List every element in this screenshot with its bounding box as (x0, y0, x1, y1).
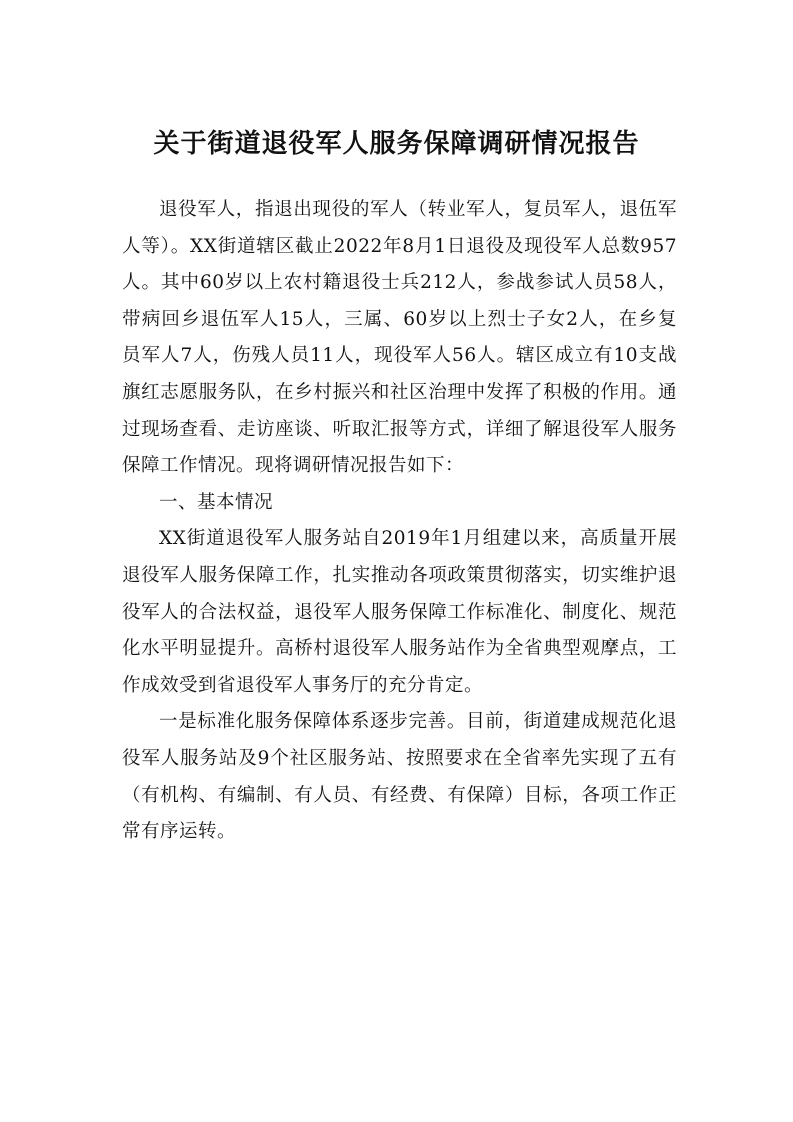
section-heading-basic: 一、基本情况 (159, 491, 274, 513)
document-body (122, 192, 677, 851)
document-title: 关于街道退役军人服务保障调研情况报告 (153, 129, 640, 159)
paragraph-intro: 退役军人，指退出现役的军人（转业军人，复员军人，退伍军人等）。XX街道辖区截止2022年8月1日退役及现役军人总数957人。其中60岁以上农村籍退役士兵212人，参战参试人员58人，带病回乡退伍军人15人，三属、60岁以上烈士子女2人，在乡复员军人7人，伤残人员11人，现役军人56人。辖区成立有10支战旗红志愿服务队，在乡村振兴和社区治理中发挥了积极的作用。通过现场查看、走访座谈、听取汇报等方式，详细了解退役军人服务保障工作情况。现将调研情况报告如下： (122, 199, 677, 477)
paragraph-basic-situation: XX街道退役军人服务站自2019年1月组建以来，高质量开展退役军人服务保障工作，扎实推动各项政策贯彻落实，切实维护退役军人的合法权益，退役军人服务保障工作标准化、制度化、规范化水平明显提升。高桥村退役军人服务站作为全省典型观摩点，工作成效受到省退役军人事务厅的充分肯定。 (122, 528, 677, 696)
paragraph-standardization: 一是标准化服务保障体系逐步完善。目前，街道建成规范化退役军人服务站及9个社区服务站、按照要求在全省率先实现了五有（有机构、有编制、有人员、有经费、有保障）目标，各项工作正常有序运转。 (122, 711, 677, 843)
